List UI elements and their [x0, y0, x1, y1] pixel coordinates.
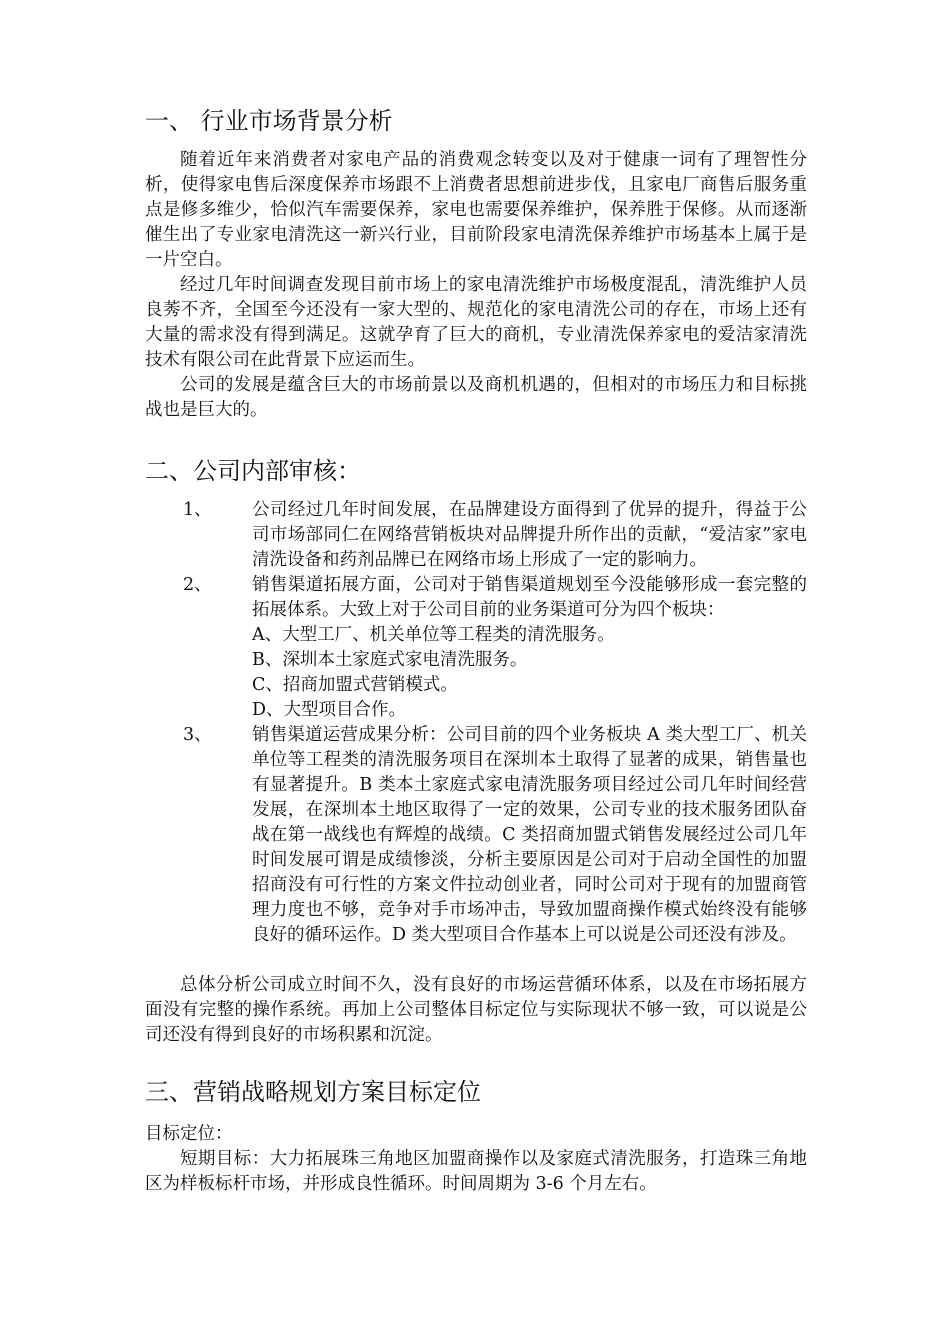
- channel-d: D、大型项目合作。: [252, 700, 407, 720]
- list-item-text: 销售渠道拓展方面，公司对于销售渠道规划至今没能够形成一套完整的拓展体系。大致上对于公司目前的业务渠道可分为四个板块：: [252, 575, 807, 620]
- section-heading-internal-audit: 二、公司内部审核：: [145, 457, 361, 485]
- channel-c: C、招商加盟式营销模式。: [252, 675, 458, 695]
- paragraph-summary: 总体分析公司成立时间不久，没有良好的市场运营循环体系，以及在市场拓展方面没有完整的操作系统。再加上公司整体目标定位与实际现状不够一致，可以说是公司还没有得到良好的市场积累和沉淀。: [145, 975, 807, 1045]
- section-heading-marketing-strategy: 三、营销战略规划方案目标定位: [145, 1078, 481, 1106]
- list-number: 1、: [183, 500, 212, 520]
- channel-a: A、大型工厂、机关单位等工程类的清洗服务。: [252, 625, 615, 645]
- list-item-text: 公司经过几年时间发展，在品牌建设方面得到了优异的提升，得益于公司市场部同仁在网络营销板块对品牌提升所作出的贡献，“爱洁家”家电清洗设备和药剂品牌已在网络市场上形成了一定的影响力。: [252, 500, 807, 570]
- list-item-text: 销售渠道运营成果分析：公司目前的四个业务板块 A 类大型工厂、机关单位等工程类的清洗服务项目在深圳本土取得了显著的成果，销售量也有显著提升。B 类本土家庭式家电清洗服务项目经过公司几年时间经营发展，在深圳本土地区取得了一定的效果，公司专业的技术服务团队奋战在第一战线也有辉煌的战绩。C 类招商加盟式销售发展经过公司几年时间发展可谓是成绩惨淡，分析主要原因是公司对于启动全国性的加盟招商没有可行性的方案文件拉动创业者，同时公司对于现有的加盟商管理力度也不够，竞争对手市场冲击，导致加盟商操作模式始终没有能够良好的循环运作。D 类大型项目合作基本上可以说是公司还没有涉及。: [252, 725, 807, 945]
- list-number: 3、: [183, 725, 212, 745]
- paragraph-background-2: 经过几年时间调查发现目前市场上的家电清洗维护市场极度混乱，清洗维护人员良莠不齐，全国至今还没有一家大型的、规范化的家电清洗公司的存在，市场上还有大量的需求没有得到满足。这就孕育了巨大的商机，专业清洗保养家电的爱洁家清洗技术有限公司在此背景下应运而生。: [145, 275, 807, 370]
- paragraph-background-1: 随着近年来消费者对家电产品的消费观念转变以及对于健康一词有了理智性分析，使得家电售后深度保养市场跟不上消费者思想前进步伐，且家电厂商售后服务重点是修多维少，恰似汽车需要保养，家电也需要保养维护，保养胜于保修。从而逐渐催生出了专业家电清洗这一新兴行业，目前阶段家电清洗保养维护市场基本上属于是一片空白。: [145, 150, 807, 270]
- section-heading-industry-background: 一、 行业市场背景分析: [145, 107, 393, 135]
- target-label: 目标定位：: [145, 1124, 233, 1144]
- channel-b: B、深圳本土家庭式家电清洗服务。: [252, 650, 528, 670]
- paragraph-short-term-goal: 短期目标：大力拓展珠三角地区加盟商操作以及家庭式清洗服务，打造珠三角地区为样板标杆市场，并形成良性循环。时间周期为 3-6 个月左右。: [145, 1149, 807, 1194]
- paragraph-background-3: 公司的发展是蕴含巨大的市场前景以及商机机遇的，但相对的市场压力和目标挑战也是巨大的。: [145, 375, 807, 420]
- list-number: 2、: [183, 575, 212, 595]
- list-item-body: [252, 573, 807, 723]
